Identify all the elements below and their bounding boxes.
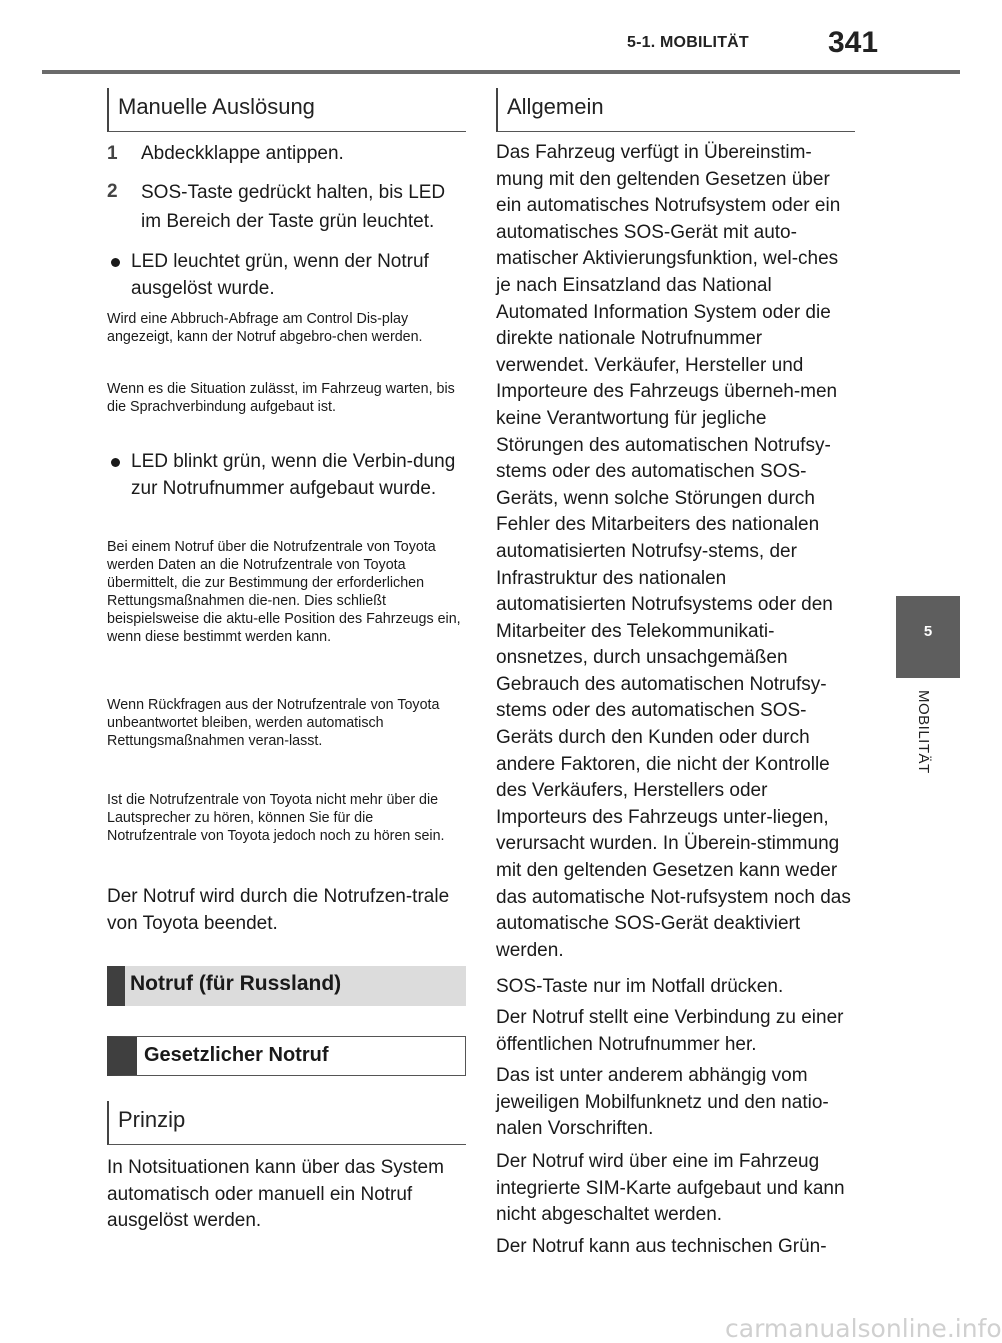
bullet-dot — [111, 458, 120, 467]
network-dependency: Das ist unter anderem abhängig vom jeweiligen Mobilfunknetz und den natio-nalen Vorschriften. — [496, 1065, 829, 1140]
bullet-led-blink — [107, 448, 466, 530]
general-paragraph: Das Fahrzeug verfügt in Übereinstim-mung mit den geltenden Gesetzen über ein automatisches Notrufsystem oder ein automatisches SOS-Gerät mit auto-matischer Aktivierungsfunktion, wel-ches je nach Einsatzland das National Automated Information System oder die direkte nationale Notrufnummer verwendet. Verkäufer, Hersteller und Importeure des Fahrzeugs überneh-men keine Verantwortung für jegliche Störungen des automatischen Notrufsy-stems oder des automatischen SOS-Geräts, wenn solche Störungen durch Fehler des Mitarbeiters des nationalen automatisierten Notrufsy-stems, der Infrastruktur des nationalen automatisierten Notrufsystems oder den Mitarbeiter des Telekommunikati-onsnetzes, durch unsachgemäßen Gebrauch des automatischen Notrufsy-stems oder des automatischen SOS-Geräts durch den Kunden oder durch andere Faktoren, die nicht der Kontrolle des Verkäufers, Herstellers oder Importeurs des Fahrzeugs unter-liegen, verursacht wurden. In Überein-stimmung mit den geltenden Gesetzen kann weder das automatische Not-rufsystem noch das automatische SOS-Gerät deaktiviert werden. — [496, 142, 851, 961]
step-text: SOS-Taste gedrückt halten, bis LED im Bereich der Taste grün leuchtet. — [141, 182, 446, 232]
step-1 — [107, 140, 466, 167]
note-wait: Wenn es die Situation zulässt, im Fahrzeug warten, bis die Sprachverbindung aufgebaut ist. — [107, 381, 455, 415]
note-data-transfer: Bei einem Notruf über die Notrufzentrale von Toyota werden Daten an die Notrufzentrale von Toyota übermittelt, die zur Bestimmung der erforderlichen Rettungsmaßnahmen die-nen. Dies schließt beispielsweise die aktu-elle Position des Fahrzeugs ein, wenn diese bestimmt werden kann. — [107, 539, 461, 645]
para-call-end: Der Notruf wird durch die Notrufzen-trale von Toyota beendet. — [107, 886, 450, 934]
note-speakers: Ist die Notrufzentrale von Toyota nicht mehr über die Lautsprecher zu hören, können Sie für die Notrufzentrale von Toyota jedoch noch zu hören sein. — [107, 792, 445, 844]
watermark: carmanualsonline.info — [725, 1314, 1002, 1343]
russia-heading: Notruf (für Russland) — [107, 966, 466, 1006]
principle-text: In Notsituationen kann über das System automatisch oder manuell ein Notruf ausgelöst werden. — [107, 1157, 444, 1232]
general-heading: Allgemein — [496, 88, 855, 132]
manual-trigger-heading: Manuelle Auslösung — [107, 88, 466, 132]
step-text: Abdeckklappe antippen. — [141, 143, 344, 164]
header-rule — [42, 70, 960, 74]
call-connection: Der Notruf stellt eine Verbindung zu einer öffentlichen Notrufnummer her. — [496, 1007, 844, 1055]
bullet-dot — [111, 258, 120, 267]
sim-card: Der Notruf wird über eine im Fahrzeug integrierte SIM-Karte aufgebaut und kann nicht abgeschaltet werden. — [496, 1151, 845, 1226]
technical-reasons: Der Notruf kann aus technischen Grün- — [496, 1236, 827, 1257]
header-section-title: 5-1. MOBILITÄT — [627, 34, 749, 51]
bullet-text: LED leuchtet grün, wenn der Notruf ausgelöst wurde. — [131, 251, 429, 299]
sos-emergency-only: SOS-Taste nur im Notfall drücken. — [496, 976, 784, 997]
principle-heading: Prinzip — [107, 1101, 466, 1145]
legal-call-heading: Gesetzlicher Notruf — [107, 1036, 466, 1076]
page-number: 341 — [828, 26, 879, 59]
bullet-text: LED blinkt grün, wenn die Verbin-dung zur Notrufnummer aufgebaut wurde. — [131, 451, 456, 499]
chapter-label: MOBILITÄT — [915, 690, 932, 774]
note-unanswered: Wenn Rückfragen aus der Notrufzentrale von Toyota unbeantwortet bleiben, werden automatisch Rettungsmaßnahmen veran-lasst. — [107, 697, 440, 749]
step-2 — [107, 178, 466, 234]
chapter-tab[interactable]: 5 — [896, 596, 960, 678]
step-number: 1 — [107, 143, 118, 164]
step-number: 2 — [107, 181, 118, 202]
bullet-led-green — [107, 248, 466, 304]
note-cancel: Wird eine Abbruch-Abfrage am Control Dis-play angezeigt, kann der Notruf abgebro-chen werden. — [107, 311, 423, 345]
